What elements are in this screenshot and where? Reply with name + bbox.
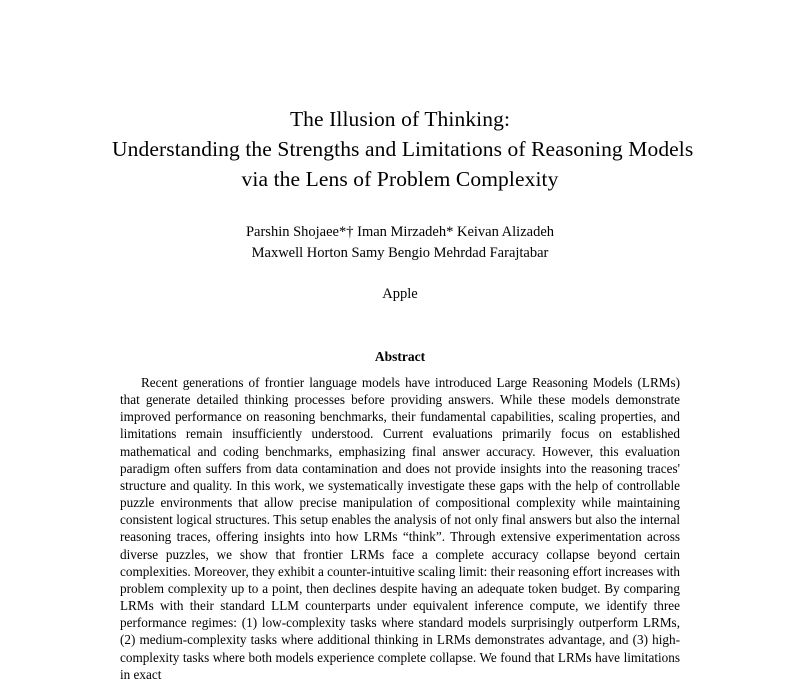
author-row-1: Parshin Shojaee*† Iman Mirzadeh* Keivan Alizadeh xyxy=(245,224,555,240)
title-line-3: via the Lens of Problem Complexity xyxy=(241,167,559,191)
title-line-1: The Illusion of Thinking: xyxy=(289,107,511,131)
abstract-body xyxy=(120,374,680,683)
author-list xyxy=(120,222,680,264)
abstract-paragraph xyxy=(120,374,680,683)
affiliation: Apple xyxy=(382,286,418,302)
abstract-text: Recent generations of frontier language models have introduced Large Reasoning Models (LRMs) that generate detailed thinking processes before providing answers. While these models demonstrate improved performance on reasoning benchmarks, their fundamental capabilities, scaling properties, and limitations remain insufficiently understood. Current evaluations primarily focus on established mathematical and coding benchmarks, emphasizing final answer accuracy. However, this evaluation paradigm often suffers from data contamination and does not provide insights into the reasoning traces' structure and quality. In this work, we systematically investigate these gaps with the help of controllable puzzle environments that allow precise manipulation of compositional complexity while maintaining consistent logical structures. This setup enables the analysis of not only final answers but also the internal reasoning traces, offering insights into how LRMs “think”. Through extensive experimentation across diverse puzzles, we show that frontier LRMs face a complete accuracy collapse beyond certain complexities. Moreover, they exhibit a counter-intuitive scaling limit: their reasoning effort increases with problem complexity up to a point, then declines despite having an adequate token budget. By comparing LRMs with their standard LLM counterparts under equivalent inference compute, we identify three performance regimes: (1) low-complexity tasks where standard models surprisingly outperform LRMs, (2) medium-complexity tasks where additional thinking in LRMs demonstrates advantage, and (3) high-complexity tasks where both models experience complete collapse. We found that LRMs have limitations in exact xyxy=(120,375,681,682)
title-line-2: Understanding the Strengths and Limitations of Reasoning Models xyxy=(112,137,694,161)
abstract-heading: Abstract xyxy=(374,349,426,364)
author-row-2: Maxwell Horton Samy Bengio Mehrdad Farajtabar xyxy=(251,245,549,261)
page-title xyxy=(112,104,694,194)
paper-content xyxy=(112,0,694,683)
